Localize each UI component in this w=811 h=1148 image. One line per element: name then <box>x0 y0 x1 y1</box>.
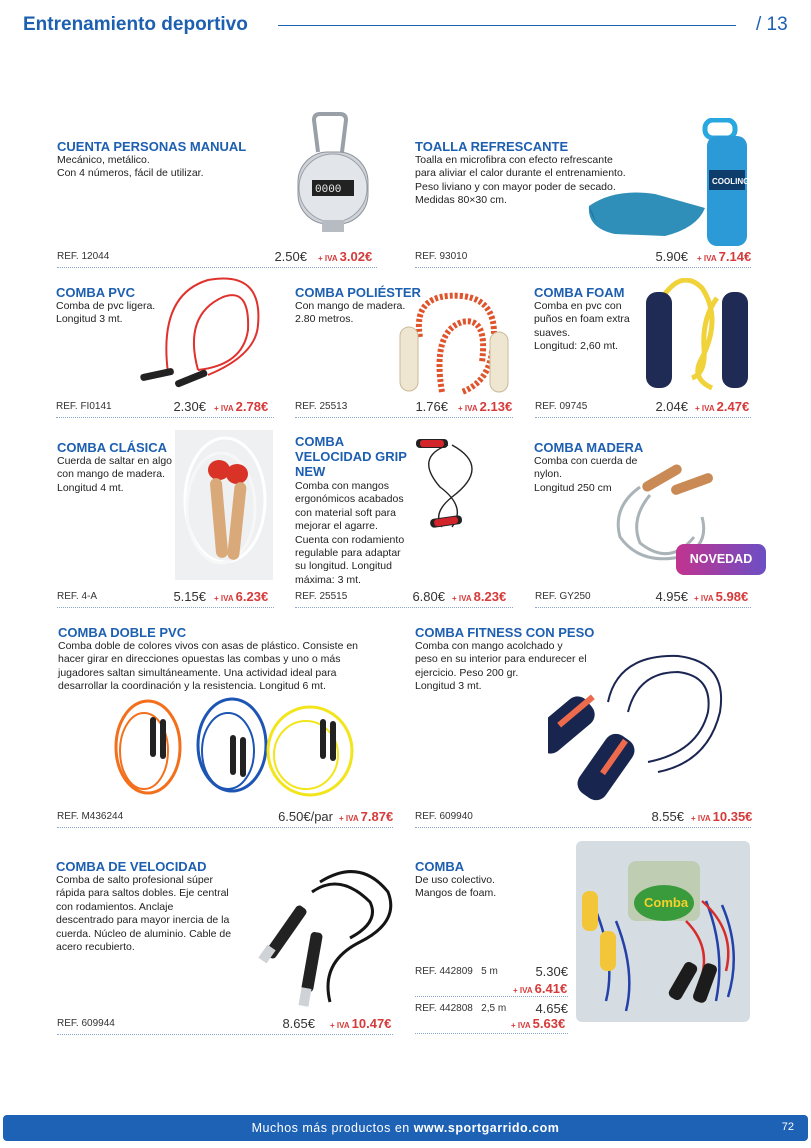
product-separator <box>57 827 393 828</box>
hand-counter-image <box>290 112 380 237</box>
page-number: 72 <box>781 1121 794 1133</box>
product-title: COMBA POLIÉSTER <box>295 285 421 300</box>
product-description: Comba en pvc con puños en foam extra suaves. Longitud: 2,60 mt. <box>534 300 630 353</box>
footer-bar <box>3 1115 808 1141</box>
product-price: 6.50€/par <box>278 809 333 824</box>
svg-text:0000: 0000 <box>315 184 342 196</box>
variant-price: 5.30€ <box>535 964 568 979</box>
foam-rope-image <box>642 278 754 396</box>
product-description: Toalla en microfibra con efecto refrescante para aliviar el calor durante el entrenamiento. Peso liviano y con mayor poder de secado. Medidas 80×30 cm. <box>415 154 626 207</box>
product-description: Comba de salto profesional súper rápida para saltos dobles. Eje central con rodamientos. Anclaje descentrado para mayor inercia de la cuerda. Núcleo de aluminio. Cable de acero recubierto. <box>56 874 232 954</box>
towel-package-label: COOLING <box>712 177 750 186</box>
product-price: 2.50€ <box>274 249 307 264</box>
product-separator <box>57 267 377 268</box>
product-iva-price: + IVA 2.13€ <box>458 399 513 414</box>
product-description: Comba con cuerda de nylon. Longitud 250 cm <box>534 455 638 494</box>
product-price: 5.90€ <box>655 249 688 264</box>
product-description: Cuerda de saltar en algo con mango de madera. Longitud 4 mt. <box>57 455 172 494</box>
product-title: COMBA VELOCIDAD GRIP NEW <box>295 434 407 479</box>
product-price: 6.80€ <box>412 589 445 604</box>
variant-iva-price: + IVA 6.41€ <box>513 981 568 996</box>
product-description: Comba con mangos ergonómicos acabados con material soft para mejorar el agarre. Cuenta con rodamiento regulable para adaptar su longitud. Longitud máxima: 3 mt. <box>295 480 405 586</box>
product-iva-price: + IVA 5.98€ <box>694 589 749 604</box>
product-title: COMBA FOAM <box>534 285 625 300</box>
variant-price: 4.65€ <box>535 1001 568 1016</box>
product-ref: REF. 4-A <box>57 591 98 602</box>
product-price: 8.65€ <box>282 1016 315 1031</box>
product-description: Comba con mango acolchado y peso en su interior para endurecer el ejercicio. Peso 200 gr. Longitud 3 mt. <box>415 640 587 693</box>
product-description: Mecánico, metálico. Con 4 números, fácil de utilizar. <box>57 154 204 180</box>
product-ref: REF. GY250 <box>535 591 591 602</box>
page-title: Entrenamiento deportivo <box>23 14 248 35</box>
product-iva-price: + IVA 7.14€ <box>697 249 752 264</box>
grip-rope-image <box>412 437 494 533</box>
product-description: Con mango de madera. 2.80 metros. <box>295 300 406 326</box>
product-title: COMBA DE VELOCIDAD <box>56 859 207 874</box>
classic-rope-image <box>175 430 273 580</box>
product-price: 2.04€ <box>655 399 688 414</box>
product-iva-price: + IVA 2.47€ <box>695 399 750 414</box>
product-separator <box>535 607 751 608</box>
variant-separator <box>415 1033 568 1034</box>
towel-image <box>585 118 755 246</box>
pvc-rope-image <box>138 275 273 395</box>
product-title: COMBA CLÁSICA <box>57 440 168 455</box>
product-ref: REF. 609940 <box>415 811 473 822</box>
product-separator <box>295 607 513 608</box>
product-ref: REF. 609944 <box>57 1018 115 1029</box>
product-price: 4.95€ <box>655 589 688 604</box>
product-ref: REF. M436244 <box>57 811 124 822</box>
collective-rope-image <box>576 841 750 1022</box>
variant-ref: REF. 442809 5 m <box>415 966 498 977</box>
footer-text: Muchos más productos en www.sportgarrido.com <box>251 1121 560 1135</box>
product-title: COMBA MADERA <box>534 440 644 455</box>
product-title: TOALLA REFRESCANTE <box>415 139 569 154</box>
product-ref: REF. 25513 <box>295 401 348 412</box>
variant-separator <box>415 996 568 997</box>
variant-iva-price: + IVA 5.63€ <box>511 1016 566 1031</box>
product-iva-price: + IVA 6.23€ <box>214 589 269 604</box>
website-link[interactable]: www.sportgarrido.com <box>413 1121 560 1135</box>
product-separator <box>535 417 751 418</box>
product-separator <box>295 417 513 418</box>
product-title: COMBA PVC <box>56 285 135 300</box>
product-description: Comba de pvc ligera. Longitud 3 mt. <box>56 300 156 326</box>
product-ref: REF. 25515 <box>295 591 348 602</box>
product-iva-price: + IVA 10.35€ <box>691 809 753 824</box>
collective-rope-package-label: Comba <box>644 895 689 910</box>
header-divider <box>278 25 736 26</box>
product-separator <box>415 827 751 828</box>
product-separator <box>56 417 274 418</box>
section-number: / 13 <box>756 14 788 35</box>
product-ref: REF. 09745 <box>535 401 588 412</box>
product-title: COMBA FITNESS CON PESO <box>415 625 595 640</box>
product-separator <box>57 607 274 608</box>
product-description: Comba doble de colores vivos con asas de plástico. Consiste en hacer girar en direcciones opuestas las combas y uno o más jugadores saltan simultáneamente. Una actividad ideal para desarrollar la coordinación y la resistencia. Longitud 6 mt. <box>58 640 358 693</box>
product-price: 2.30€ <box>173 399 206 414</box>
product-separator <box>57 1034 393 1035</box>
new-badge: NOVEDAD <box>676 544 766 575</box>
product-description: De uso colectivo. Mangos de foam. <box>415 874 497 900</box>
product-title: COMBA DOBLE PVC <box>58 625 187 640</box>
product-price: 8.55€ <box>651 809 684 824</box>
product-iva-price: + IVA 8.23€ <box>452 589 507 604</box>
product-price: 1.76€ <box>415 399 448 414</box>
product-ref: REF. FI0141 <box>56 401 112 412</box>
weighted-rope-image <box>548 652 728 812</box>
product-price: 5.15€ <box>173 589 206 604</box>
product-iva-price: + IVA 10.47€ <box>330 1016 392 1031</box>
product-ref: REF. 93010 <box>415 251 468 262</box>
product-iva-price: + IVA 3.02€ <box>318 249 373 264</box>
double-rope-image <box>110 695 370 803</box>
product-separator <box>415 267 751 268</box>
product-title: CUENTA PERSONAS MANUAL <box>57 139 247 154</box>
polyester-rope-image <box>392 292 517 400</box>
variant-ref: REF. 442808 2,5 m <box>415 1003 507 1014</box>
product-iva-price: + IVA 2.78€ <box>214 399 269 414</box>
product-ref: REF. 12044 <box>57 251 110 262</box>
speed-rope-image <box>250 862 395 1010</box>
product-iva-price: + IVA 7.87€ <box>339 809 394 824</box>
product-title: COMBA <box>415 859 465 874</box>
